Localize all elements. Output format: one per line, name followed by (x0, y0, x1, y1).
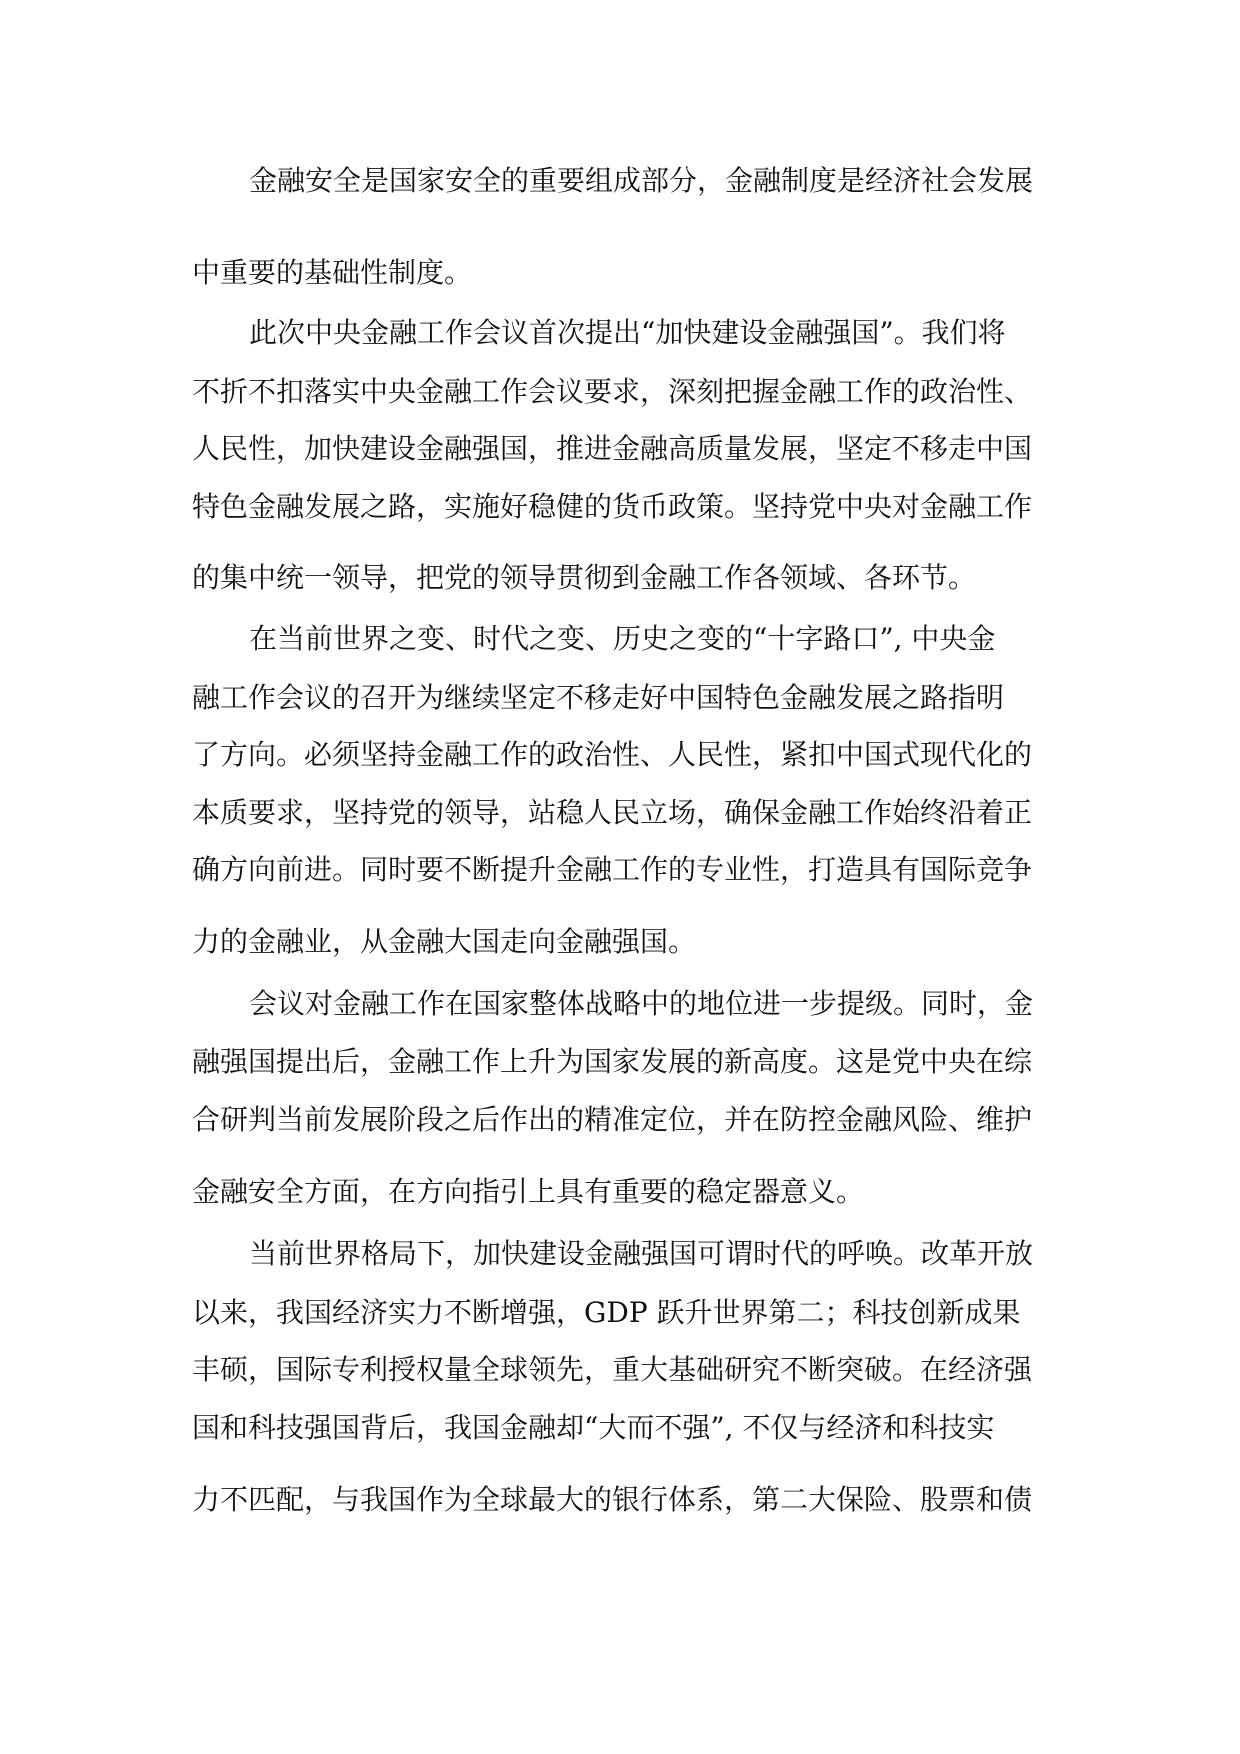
paragraph-3-line-1: 在当前世界之变、时代之变、历史之变的“十字路口”, 中央金 (249, 622, 996, 655)
paragraph-2-line-4: 特色金融发展之路，实施好稳健的货币政策。坚持党中央对金融工作 (192, 490, 1033, 523)
paragraph-4-line-1: 会议对金融工作在国家整体战略中的地位进一步提级。同时，金 (249, 987, 1034, 1020)
paragraph-2-line-1: 此次中央金融工作会议首次提出“加快建设金融强国”。我们将 (249, 316, 1006, 349)
paragraph-3-line-2: 融工作会议的召开为继续坚定不移走好中国特色金融发展之路指明 (192, 681, 1005, 714)
paragraph-2-line-3: 人民性，加快建设金融强国，推进金融高质量发展，坚定不移走中国 (192, 432, 1033, 465)
paragraph-3-line-3: 了方向。必须坚持金融工作的政治性、人民性，紧扣中国式现代化的 (192, 738, 1033, 771)
paragraph-1-line-1: 金融安全是国家安全的重要组成部分，金融制度是经济社会发展 (249, 164, 1034, 197)
paragraph-4-line-3: 合研判当前发展阶段之后作出的精准定位，并在防控金融风险、维护 (192, 1103, 1033, 1136)
paragraph-2-line-5: 的集中统一领导，把党的领导贯彻到金融工作各领域、各环节。 (192, 561, 977, 594)
paragraph-2-line-2: 不折不扣落实中央金融工作会议要求，深刻把握金融工作的政治性、 (192, 375, 1033, 408)
paragraph-5-line-5: 力不匹配，与我国作为全球最大的银行体系，第二大保险、股票和债 (192, 1483, 1033, 1516)
paragraph-4-line-2: 融强国提出后，金融工作上升为国家发展的新高度。这是党中央在综 (192, 1045, 1033, 1078)
paragraph-3-line-5: 确方向前进。同时要不断提升金融工作的专业性，打造具有国际竞争 (192, 853, 1033, 886)
paragraph-5-line-2: 以来，我国经济实力不断增强，GDP 跃升世界第二；科技创新成果 (192, 1296, 1021, 1329)
paragraph-5-line-3: 丰硕，国际专利授权量全球领先，重大基础研究不断突破。在经济强 (192, 1353, 1033, 1386)
paragraph-3-line-4: 本质要求，坚持党的领导，站稳人民立场，确保金融工作始终沿着正 (192, 796, 1033, 829)
paragraph-5-line-4: 国和科技强国背后，我国金融却“大而不强”, 不仅与经济和科技实 (192, 1411, 995, 1444)
paragraph-5-line-1: 当前世界格局下，加快建设金融强国可谓时代的呼唤。改革开放 (249, 1237, 1034, 1270)
paragraph-1-line-2: 中重要的基础性制度。 (192, 256, 473, 289)
paragraph-4-line-4: 金融安全方面，在方向指引上具有重要的稳定器意义。 (192, 1175, 865, 1208)
paragraph-3-line-6: 力的金融业，从金融大国走向金融强国。 (192, 925, 697, 958)
